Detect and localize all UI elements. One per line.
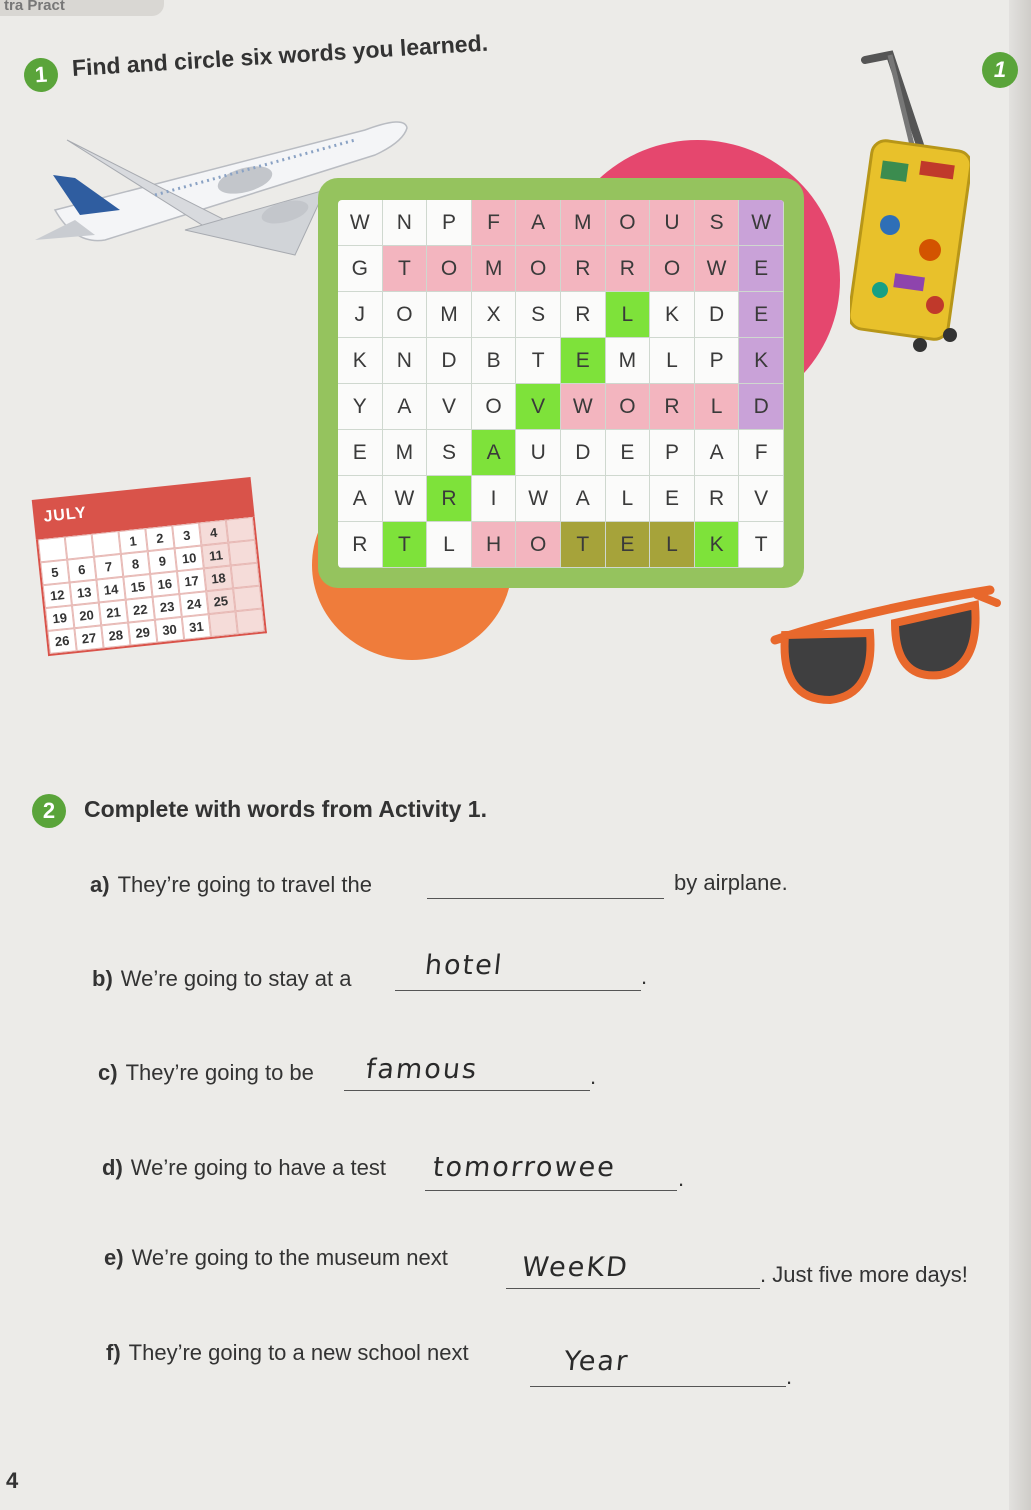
item-after: by airplane. (674, 870, 788, 895)
calendar-day: 7 (94, 554, 123, 580)
answer-blank-f[interactable] (530, 1346, 786, 1387)
calendar-day: 3 (172, 523, 201, 549)
calendar-day: 14 (96, 577, 125, 603)
item-before: They’re going to be (125, 1060, 314, 1085)
calendar-day: 25 (206, 588, 235, 614)
grid-letter-cell[interactable]: T (739, 522, 784, 568)
grid-letter-cell[interactable]: L (695, 384, 740, 430)
grid-letter-cell[interactable]: W (338, 200, 383, 246)
grid-letter-cell[interactable]: E (606, 522, 651, 568)
calendar-day: 21 (99, 600, 128, 626)
item-after: . (641, 964, 648, 989)
grid-letter-cell[interactable]: W (516, 476, 561, 522)
grid-letter-cell[interactable]: R (427, 476, 472, 522)
grid-letter-cell[interactable]: R (606, 246, 651, 292)
grid-letter-cell[interactable]: S (516, 292, 561, 338)
item-before: We’re going to have a test (130, 1155, 386, 1180)
grid-letter-cell[interactable]: R (695, 476, 740, 522)
calendar-day (38, 537, 67, 563)
grid-letter-cell[interactable]: A (383, 384, 428, 430)
handwritten-answer: tomorrowee (431, 1152, 618, 1183)
item-after: . (678, 1166, 685, 1191)
grid-letter-cell[interactable]: R (561, 292, 606, 338)
item-after: . Just five more days! (760, 1262, 968, 1287)
calendar-day: 1 (118, 528, 147, 554)
handwritten-answer: Year (562, 1346, 631, 1377)
grid-letter-cell[interactable]: W (739, 200, 784, 246)
item-before: We’re going to the museum next (131, 1245, 448, 1270)
item-label: f) (106, 1340, 121, 1365)
calendar-day: 29 (128, 620, 157, 646)
item-b-text (92, 966, 352, 992)
grid-letter-cell[interactable]: V (739, 476, 784, 522)
grid-letter-cell[interactable]: H (472, 522, 517, 568)
activity-2-instruction: Complete with words from Activity 1. (84, 796, 487, 822)
calendar-day: 6 (67, 557, 96, 583)
section-tab-text: tra Pract (4, 0, 65, 14)
grid-letter-cell[interactable]: X (472, 292, 517, 338)
sunglasses-image (765, 585, 1005, 715)
section-tab (0, 0, 164, 16)
grid-letter-cell[interactable]: O (516, 522, 561, 568)
grid-letter-cell[interactable]: S (695, 200, 740, 246)
grid-letter-cell[interactable]: L (606, 476, 651, 522)
grid-letter-cell[interactable]: U (650, 200, 695, 246)
grid-letter-cell[interactable]: O (427, 246, 472, 292)
grid-letter-cell[interactable]: B (472, 338, 517, 384)
calendar-day: 26 (48, 628, 77, 654)
grid-letter-cell[interactable]: I (472, 476, 517, 522)
calendar-day: 4 (199, 520, 228, 546)
grid-letter-cell[interactable]: E (650, 476, 695, 522)
calendar-month: JULY (32, 477, 255, 540)
grid-letter-cell[interactable]: T (383, 246, 428, 292)
grid-letter-cell[interactable]: P (695, 338, 740, 384)
grid-letter-cell[interactable]: L (606, 292, 651, 338)
grid-letter-cell[interactable]: F (472, 200, 517, 246)
answer-blank-b[interactable] (395, 950, 641, 991)
grid-letter-cell[interactable]: D (427, 338, 472, 384)
calendar-day: 16 (150, 571, 179, 597)
item-label: e) (104, 1245, 124, 1270)
grid-letter-cell[interactable]: L (650, 338, 695, 384)
calendar-day: 22 (126, 597, 155, 623)
grid-letter-cell[interactable]: K (650, 292, 695, 338)
grid-letter-cell[interactable]: E (338, 430, 383, 476)
grid-letter-cell[interactable]: P (650, 430, 695, 476)
grid-letter-cell[interactable]: G (338, 246, 383, 292)
calendar-day: 27 (74, 625, 103, 651)
item-before: They’re going to travel the (117, 872, 372, 897)
grid-letter-cell[interactable]: N (383, 200, 428, 246)
grid-letter-cell[interactable]: A (516, 200, 561, 246)
grid-letter-cell[interactable]: N (383, 338, 428, 384)
item-e-text (104, 1245, 448, 1271)
calendar-day: 30 (155, 617, 184, 643)
calendar-day: 23 (153, 594, 182, 620)
calendar-day: 2 (145, 525, 174, 551)
page-number: 4 (6, 1468, 19, 1493)
grid-letter-cell[interactable]: P (427, 200, 472, 246)
grid-letter-cell[interactable]: E (739, 246, 784, 292)
grid-letter-cell[interactable]: K (338, 338, 383, 384)
calendar-day: 18 (204, 566, 233, 592)
calendar-day: 12 (43, 582, 72, 608)
calendar-day (92, 531, 121, 557)
grid-letter-cell[interactable]: V (427, 384, 472, 430)
grid-letter-cell[interactable]: R (561, 246, 606, 292)
word-search-grid[interactable] (338, 200, 784, 568)
item-before: We’re going to stay at a (120, 966, 352, 991)
calendar-day: 15 (123, 574, 152, 600)
activity-2-badge: 2 (32, 794, 66, 828)
grid-letter-cell[interactable]: O (606, 200, 651, 246)
grid-letter-cell[interactable]: U (516, 430, 561, 476)
calendar-day (226, 517, 255, 543)
grid-letter-cell[interactable]: A (472, 430, 517, 476)
calendar-days (36, 517, 267, 656)
grid-letter-cell[interactable]: V (516, 384, 561, 430)
grid-letter-cell[interactable]: J (338, 292, 383, 338)
grid-letter-cell[interactable]: A (695, 430, 740, 476)
calendar-day: 20 (72, 603, 101, 629)
grid-letter-cell[interactable]: D (561, 430, 606, 476)
calendar-day (228, 540, 257, 566)
grid-letter-cell[interactable]: M (606, 338, 651, 384)
item-after: . (786, 1364, 793, 1389)
grid-letter-cell[interactable]: L (427, 522, 472, 568)
item-a-text (90, 872, 372, 898)
calendar-day (231, 563, 260, 589)
calendar-day: 13 (70, 580, 99, 606)
calendar-day: 28 (101, 623, 130, 649)
calendar-day (233, 586, 262, 612)
calendar-day: 8 (121, 551, 150, 577)
grid-letter-cell[interactable]: K (695, 522, 740, 568)
grid-letter-cell[interactable]: W (561, 384, 606, 430)
grid-letter-cell[interactable]: T (516, 338, 561, 384)
calendar-day (65, 534, 94, 560)
answer-blank-d[interactable] (425, 1152, 677, 1191)
grid-letter-cell[interactable]: W (695, 246, 740, 292)
item-label: c) (98, 1060, 118, 1085)
item-c-text (98, 1060, 314, 1086)
calendar-day: 9 (148, 548, 177, 574)
side-activity-badge: 1 (982, 52, 1018, 88)
calendar-day: 11 (201, 543, 230, 569)
grid-letter-cell[interactable]: E (606, 430, 651, 476)
grid-letter-cell[interactable]: T (561, 522, 606, 568)
page-edge (1009, 0, 1031, 1510)
item-f-text (106, 1340, 469, 1366)
item-label: b) (92, 966, 113, 991)
grid-letter-cell[interactable]: O (472, 384, 517, 430)
grid-letter-cell[interactable]: R (338, 522, 383, 568)
grid-letter-cell[interactable]: A (561, 476, 606, 522)
grid-letter-cell[interactable]: D (739, 384, 784, 430)
answer-blank-c[interactable] (344, 1054, 590, 1091)
calendar-day: 24 (179, 591, 208, 617)
grid-letter-cell[interactable]: O (516, 246, 561, 292)
answer-blank-a[interactable] (427, 868, 664, 899)
grid-letter-cell[interactable]: M (383, 430, 428, 476)
answer-blank-e[interactable] (506, 1252, 760, 1289)
handwritten-answer: hotel (423, 950, 505, 981)
calendar-day (235, 608, 264, 634)
activity-1-badge: 1 (23, 57, 59, 93)
grid-letter-cell[interactable]: K (739, 338, 784, 384)
grid-letter-cell[interactable]: Y (338, 384, 383, 430)
grid-letter-cell[interactable]: M (561, 200, 606, 246)
grid-letter-cell[interactable]: O (606, 384, 651, 430)
grid-letter-cell[interactable]: E (561, 338, 606, 384)
grid-letter-cell[interactable]: L (650, 522, 695, 568)
item-after: . (590, 1064, 597, 1089)
calendar-day: 19 (45, 605, 74, 631)
handwritten-answer: WeeKD (520, 1252, 631, 1283)
grid-letter-cell[interactable]: T (383, 522, 428, 568)
grid-letter-cell[interactable]: O (383, 292, 428, 338)
item-label: d) (102, 1155, 123, 1180)
handwritten-answer: famous (364, 1054, 480, 1085)
calendar-day (209, 611, 238, 637)
calendar-day: 10 (175, 545, 204, 571)
item-before: They’re going to a new school next (128, 1340, 469, 1365)
grid-letter-cell[interactable]: S (427, 430, 472, 476)
item-d-text (102, 1155, 386, 1181)
grid-letter-cell[interactable]: F (739, 430, 784, 476)
activity-1-instruction: Find and circle six words you learned. (71, 29, 489, 81)
calendar-day: 5 (40, 560, 69, 586)
calendar-image (32, 477, 269, 669)
grid-letter-cell[interactable]: M (472, 246, 517, 292)
calendar-day: 17 (177, 568, 206, 594)
grid-letter-cell[interactable]: A (338, 476, 383, 522)
grid-letter-cell[interactable]: R (650, 384, 695, 430)
grid-letter-cell[interactable]: W (383, 476, 428, 522)
calendar-day: 31 (182, 614, 211, 640)
grid-letter-cell[interactable]: D (695, 292, 740, 338)
grid-letter-cell[interactable]: E (739, 292, 784, 338)
item-label: a) (90, 872, 110, 897)
grid-letter-cell[interactable]: O (650, 246, 695, 292)
suitcase-image (850, 50, 970, 370)
grid-letter-cell[interactable]: M (427, 292, 472, 338)
